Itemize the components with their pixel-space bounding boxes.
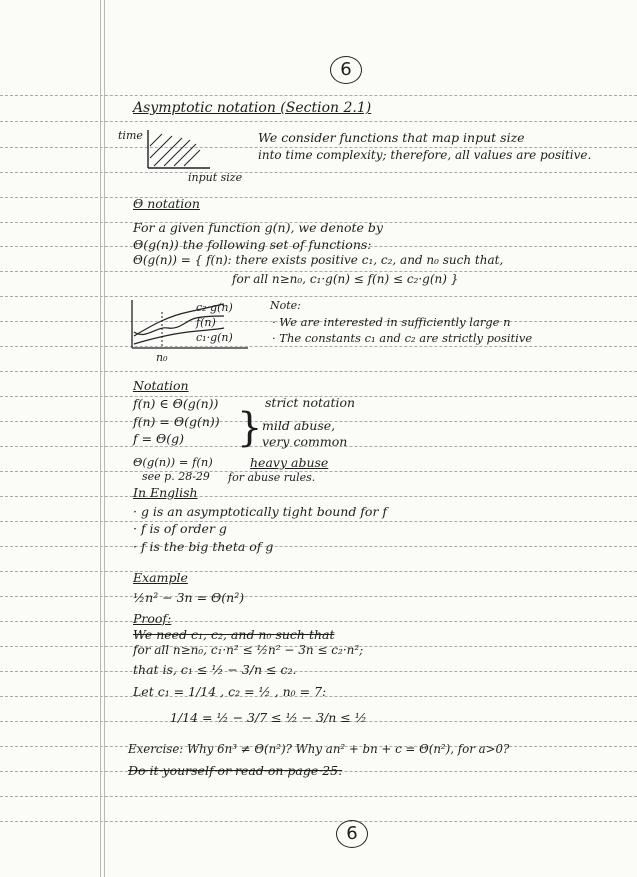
definition-line-1: For a given function g(n), we denote by — [133, 220, 383, 235]
proof-line-2: for all n≥n₀, c₁·n² ≤ ½n² − 3n ≤ c₂·n²; — [133, 643, 364, 657]
notation-row-1-desc: strict notation — [265, 395, 356, 410]
notation-row-4-ref-desc: for abuse rules. — [228, 471, 316, 484]
notation-row-23-desc-1: mild abuse, — [262, 418, 336, 433]
proof-line-5: 1/14 = ½ − 3/7 ≤ ½ − 3/n ≤ ½ — [170, 710, 367, 725]
english-item-3: · f is the big theta of g — [133, 539, 274, 554]
intro-line-2: into time complexity; therefore, all values are positive. — [258, 148, 592, 162]
graph2-n0-label: n₀ — [156, 351, 168, 364]
margin-line — [100, 0, 101, 877]
example-heading: Example — [133, 570, 188, 585]
definition-line-2: Θ(g(n)) the following set of functions: — [133, 237, 372, 252]
page-number-text: 6 — [340, 59, 352, 80]
graph2-upper-label: c₂·g(n) — [196, 301, 233, 314]
english-item-2: · f is of order g — [133, 521, 227, 536]
definition-line-4: for all n≥n₀, c₁·g(n) ≤ f(n) ≤ c₂·g(n) } — [232, 272, 459, 286]
notation-row-1-expr: f(n) ∈ Θ(g(n)) — [133, 396, 219, 411]
exercise-line-2: Do it yourself or read on page 25. — [128, 763, 343, 778]
proof-line-3: that is, c₁ ≤ ½ − 3/n ≤ c₂. — [133, 662, 297, 677]
theta-heading: Θ notation — [133, 196, 200, 211]
proof-line-4: Let c₁ = 1/14 , c₂ = ½ , n₀ = 7: — [133, 684, 327, 699]
english-heading: In English — [133, 485, 198, 500]
graph2-lower-label: c₁·g(n) — [196, 331, 233, 344]
page-number-bottom-text: 6 — [346, 823, 358, 844]
notation-row-23-desc-2: very common — [262, 434, 348, 449]
exercise-line-1: Exercise: Why 6n³ ≠ Θ(n²)? Why an² + bn + c = Θ(n²), for a>0? — [128, 742, 510, 756]
note-item-1: · We are interested in sufficiently large n — [272, 315, 511, 329]
proof-line-1: We need c₁, c₂, and n₀ such that — [133, 627, 335, 642]
notation-row-3-expr: f = Θ(g) — [133, 431, 185, 446]
proof-heading: Proof: — [133, 611, 172, 626]
note-title: Note: — [270, 299, 301, 312]
page-number-top — [330, 56, 362, 84]
notation-row-4-desc: heavy abuse — [250, 455, 329, 470]
intro-line-1: We consider functions that map input size — [258, 130, 525, 145]
section-title: Asymptotic notation (Section 2.1) — [133, 100, 372, 116]
graph1-hatching — [150, 134, 200, 166]
example-claim: ½n² − 3n = Θ(n²) — [133, 590, 245, 605]
graph1-x-label: input size — [188, 171, 243, 184]
english-item-1: · g is an asymptotically tight bound for f — [133, 504, 388, 519]
graph2-f-label: f(n) — [196, 316, 216, 329]
notation-row-2-expr: f(n) = Θ(g(n)) — [133, 414, 220, 429]
graph1-y-label: time — [118, 129, 143, 142]
notation-brace: } — [237, 405, 263, 451]
page-number-bottom — [336, 820, 368, 848]
notation-row-4-ref: see p. 28-29 — [142, 470, 210, 483]
note-item-2: · The constants c₁ and c₂ are strictly positive — [272, 331, 533, 345]
definition-line-3: Θ(g(n)) = { f(n): there exists positive c₁, c₂, and n₀ such that, — [133, 253, 504, 267]
margin-line-outer — [104, 0, 105, 877]
notation-row-4-expr: Θ(g(n)) = f(n) — [133, 455, 213, 469]
notation-heading: Notation — [133, 378, 189, 393]
